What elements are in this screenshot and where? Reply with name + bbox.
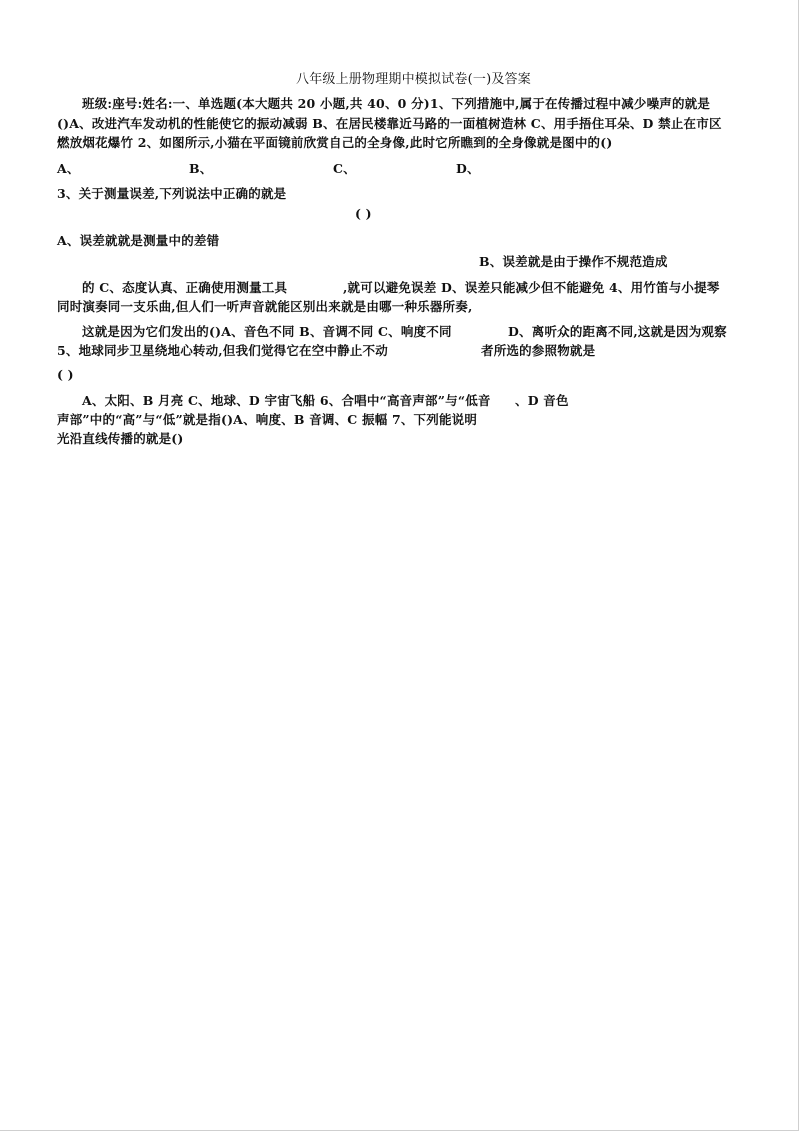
text-line: 班级:座号:姓名:一、单选题(本大题共 20 小题,共 40、0 分)1、下列措施中,属于在传播过程中减少噪声的就是 [82,96,711,111]
text-line: 5、地球同步卫星绕地心转动,但我们觉得它在空中静止不动 [57,343,388,358]
text-line: 的 C、态度认真、正确使用测量工具 [82,280,288,295]
option-b: B、 [189,161,213,176]
text-line: 、D 音色 [515,393,569,408]
option-a: A、 [57,161,80,176]
text-line: ()A、改进汽车发动机的性能使它的振动减弱 B、在居民楼靠近马路的一面植树造林 C、用手捂住耳朵、D 禁止在市区 [57,116,722,131]
question-3: 3、关于测量误差,下列说法中正确的就是 [57,186,287,201]
answer-bracket: ( ) [355,206,372,221]
document-title: 八年级上册物理期中模拟试卷(一)及答案 [296,72,531,87]
answer-bracket: ( ) [57,367,74,382]
text-line: 者所选的参照物就是 [481,343,596,358]
text-line: 这就是因为它们发出的()A、音色不同 B、音调不同 C、响度不同 [82,324,452,339]
option-d: D、 [456,161,480,176]
text-line: D、离听众的距离不同,这就是因为观察 [508,324,727,339]
text-line: ,就可以避免误差 D、误差只能减少但不能避免 4、用竹笛与小提琴 [343,280,720,295]
text-line: 燃放烟花爆竹 2、如图所示,小猫在平面镜前欣赏自己的全身像,此时它所瞧到的全身像就是图中的() [57,135,613,150]
text-line: 声部”中的“高”与“低”就是指()A、响度、B 音调、C 振幅 7、下列能说明 [57,412,478,427]
text-line: A、太阳、B 月亮 C、地球、D 宇宙飞船 6、合唱中“高音声部”与“低音 [82,393,491,408]
text-line: B、误差就是由于操作不规范造成 [479,254,668,269]
text-line: A、误差就就是测量中的差错 [57,233,220,248]
text-line: 光沿直线传播的就是() [57,431,184,446]
text-line: 同时演奏同一支乐曲,但人们一听声音就能区别出来就是由哪一种乐器所奏, [57,299,473,314]
option-c: C、 [333,161,356,176]
